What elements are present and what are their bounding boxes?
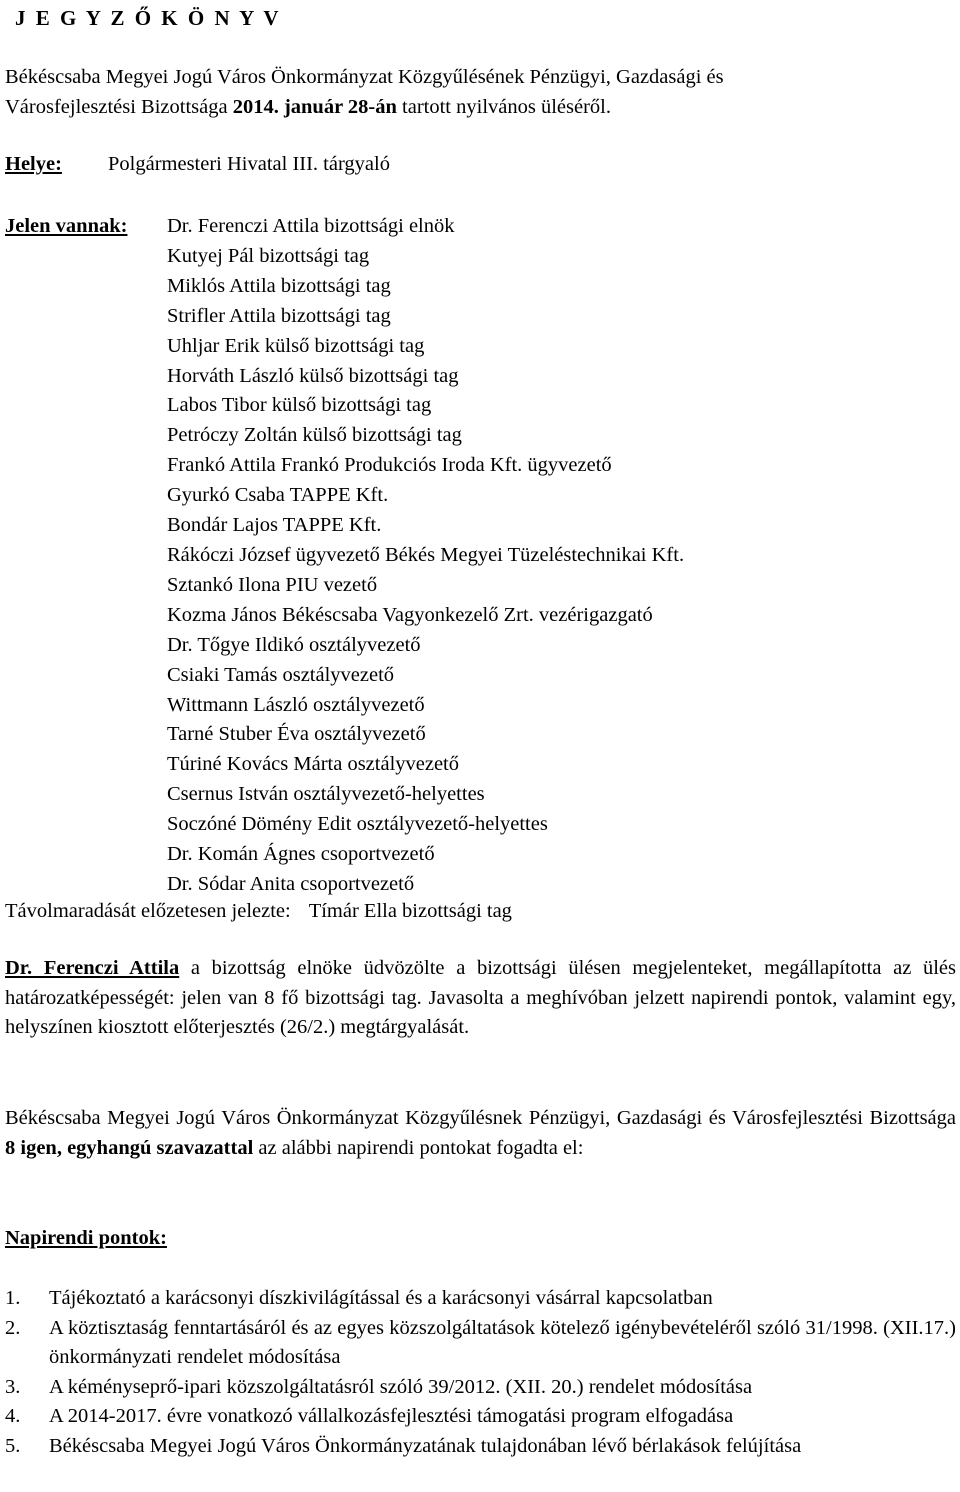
attendee-item: Horváth László külső bizottsági tag — [167, 364, 459, 387]
intro-text-3: tartott nyilvános üléséről. — [396, 95, 611, 118]
vote-paragraph — [5, 1104, 956, 1163]
attendee-item: Wittmann László osztályvezető — [167, 693, 425, 716]
agenda-item — [5, 1284, 956, 1314]
vote-text-2: az alábbi napirendi pontokat fogadta el: — [253, 1136, 584, 1159]
attendee-item: Gyurkó Csaba TAPPE Kft. — [167, 484, 389, 507]
chair-name: Dr. Ferenczi Attila — [5, 957, 180, 979]
agenda-item-number: 5. — [5, 1434, 21, 1457]
agenda-list — [5, 1284, 956, 1462]
attendee-item: Frankó Attila Frankó Produkciós Iroda Kft. ügyvezető — [167, 454, 612, 477]
agenda-item-text: Békéscsaba Megyei Jogú Város Önkormányzatának tulajdonában lévő bérlakások felújítása — [49, 1434, 802, 1457]
absence-value: Tímár Ella bizottsági tag — [308, 900, 512, 922]
attendee-item: Tarné Stuber Éva osztályvezető — [167, 723, 426, 746]
attendee-item: Labos Tibor külső bizottsági tag — [167, 394, 432, 417]
agenda-item-number: 4. — [5, 1405, 21, 1428]
agenda-item — [5, 1402, 956, 1432]
agenda-item-number: 1. — [5, 1287, 21, 1309]
opening-paragraph — [5, 954, 956, 1043]
agenda-item — [5, 1373, 956, 1403]
attendee-item: Rákóczi József ügyvezető Békés Megyei Tüzeléstechnikai Kft. — [167, 543, 685, 566]
agenda-item-text: A köztisztaság fenntartásáról és az egyes közszolgáltatások kötelező igénybevételéről szóló 31/1998. (XII.17.) önkormányzati rendelet módosítása — [49, 1316, 956, 1369]
attendee-item: Dr. Komán Ágnes csoportvezető — [167, 843, 435, 866]
agenda-item-number: 2. — [5, 1316, 21, 1339]
absence-label: Távolmaradását előzetesen jelezte: — [5, 900, 291, 922]
attendee-item: Dr. Ferenczi Attila bizottsági elnök — [167, 215, 455, 237]
attendee-list — [167, 212, 684, 900]
attendee-item: Soczóné Dömény Edit osztályvezető-helyettes — [167, 813, 548, 836]
attendee-item: Petróczy Zoltán külső bizottsági tag — [167, 424, 462, 447]
document-title: J E G Y Z Ő K Ö N Y V — [15, 6, 282, 30]
vote-text-1: Békéscsaba Megyei Jogú Város Önkormányzat Közgyűlésnek Pénzügyi, Gazdasági és Városfejlesztési Bizottsága — [5, 1107, 956, 1129]
attendee-item: Kozma János Békéscsaba Vagyonkezelő Zrt. vezérigazgató — [167, 603, 653, 626]
agenda-item — [5, 1314, 956, 1373]
agenda-item-text: A 2014-2017. évre vonatkozó vállalkozásfejlesztési támogatási program elfogadása — [49, 1405, 734, 1428]
location-value: Polgármesteri Hivatal III. tárgyaló — [108, 153, 390, 175]
attendee-item: Bondár Lajos TAPPE Kft. — [167, 514, 382, 537]
vote-result: 8 igen, egyhangú szavazattal — [5, 1136, 254, 1159]
attendee-item: Miklós Attila bizottsági tag — [167, 274, 391, 297]
attendee-item: Dr. Tőgye Ildikó osztályvezető — [167, 633, 421, 656]
attendee-item: Uhljar Erik külső bizottsági tag — [167, 334, 425, 357]
attendance-label: Jelen vannak: — [5, 215, 128, 237]
location-line — [5, 153, 956, 176]
absence-line — [5, 896, 512, 926]
location-label: Helye: — [5, 153, 62, 175]
attendee-item: Kutyej Pál bizottsági tag — [167, 244, 370, 267]
attendee-item: Csernus István osztályvezető-helyettes — [167, 783, 485, 806]
attendee-item: Túriné Kovács Márta osztályvezető — [167, 753, 460, 776]
agenda-item-text: A kéményseprő-ipari közszolgáltatásról szóló 39/2012. (XII. 20.) rendelet módosítása — [49, 1375, 753, 1398]
attendee-item: Sztankó Ilona PIU vezető — [167, 573, 378, 596]
intro-text-2: Városfejlesztési Bizottsága — [5, 95, 233, 118]
attendee-item: Strifler Attila bizottsági tag — [167, 304, 391, 327]
agenda-item-text: Tájékoztató a karácsonyi díszkivilágítással és a karácsonyi vásárral kapcsolatban — [49, 1287, 713, 1309]
meeting-date: 2014. január 28-án — [232, 95, 397, 118]
attendee-item: Csiaki Tamás osztályvezető — [167, 663, 395, 686]
opening-text: a bizottság elnöke üdvözölte a bizottsági ülésen megjelenteket, megállapította az ülés határozatképességét: jelen van 8 fő bizottsági tag. Javasolta a meghívóban jelzett napirendi pontok, valamint egy, helyszínen kiosztott előterjesztés (26/2.) megtárgyalását. — [5, 957, 957, 1039]
intro-text-1: Békéscsaba Megyei Jogú Város Önkormányzat Közgyűlésének Pénzügyi, Gazdasági és — [5, 66, 724, 88]
agenda-title: Napirendi pontok: — [5, 1227, 167, 1249]
agenda-item-number: 3. — [5, 1375, 21, 1398]
agenda-item — [5, 1432, 956, 1462]
intro-paragraph — [5, 63, 956, 122]
attendee-item: Dr. Sódar Anita csoportvezető — [167, 872, 415, 895]
